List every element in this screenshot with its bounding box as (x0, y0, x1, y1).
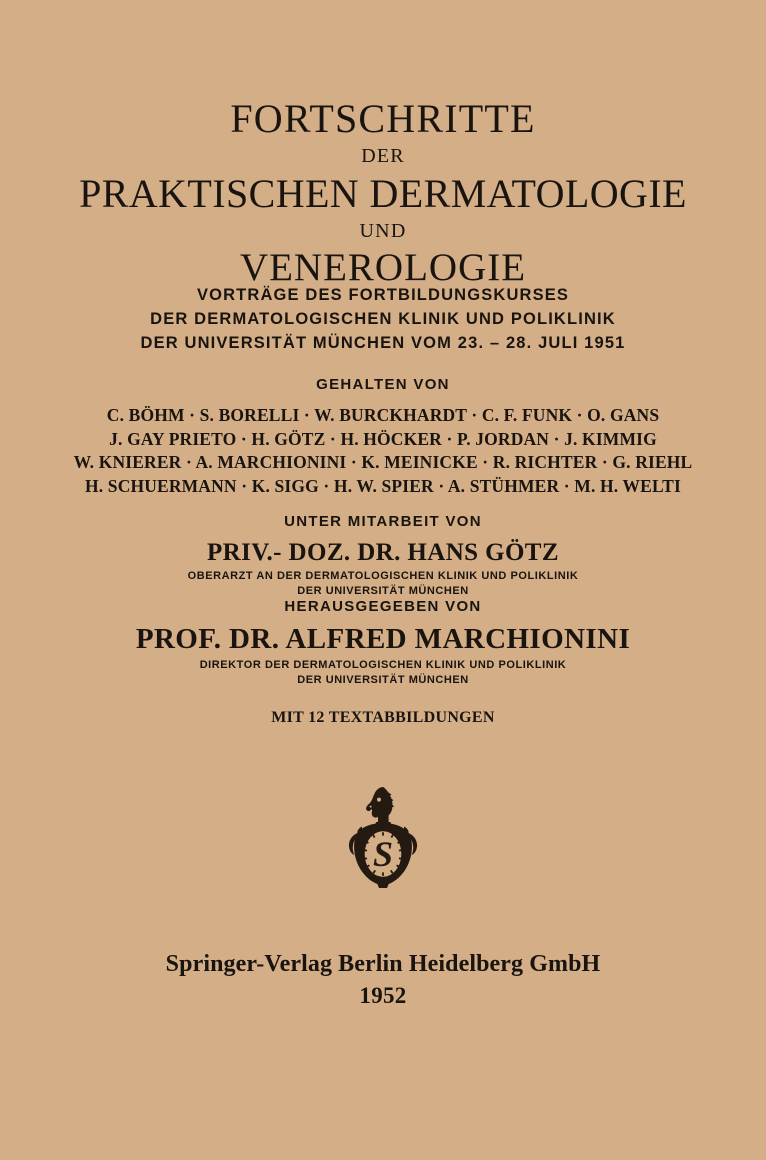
title-block (0, 96, 766, 291)
subtitle-line-1: VORTRÄGE DES FORTBILDUNGSKURSES (196, 286, 570, 304)
editor-affiliation-line-1: DIREKTOR DER DERMATOLOGISCHEN KLINIK UND POLIKLINIK (199, 659, 567, 671)
footer-block (0, 949, 766, 1010)
subtitle-line-2: DER DERMATOLOGISCHEN KLINIK UND POLIKLINIK (150, 310, 616, 328)
collaborator-heading: UNTER MITARBEIT VON (284, 513, 482, 530)
subtitle-block (0, 283, 766, 355)
collaborator-block (0, 511, 766, 598)
subtitle-line-3: DER UNIVERSITÄT MÜNCHEN VOM 23. – 28. JULI 1951 (140, 334, 626, 352)
publisher-logo (0, 782, 766, 890)
title-line-venerologie: VENEROLOGIE (239, 246, 527, 289)
contributor-line: W. KNIERER · A. MARCHIONINI · K. MEINICKE · R. RICHTER · G. RIEHL (73, 452, 693, 472)
title-line-fortschritte: FORTSCHRITTE (230, 96, 536, 141)
publisher-name: Springer-Verlag Berlin Heidelberg GmbH (165, 951, 601, 977)
title-line-der: DER (361, 145, 405, 167)
contributor-line: H. SCHUERMANN · K. SIGG · H. W. SPIER · A. STÜHMER · M. H. WELTI (85, 475, 681, 496)
contributor-line: J. GAY PRIETO · H. GÖTZ · H. HÖCKER · P. JORDAN · J. KIMMIG (109, 428, 657, 449)
springer-knight-shield-icon (346, 782, 420, 890)
logo-monogram: S (372, 834, 394, 874)
contributors-heading: GEHALTEN VON (316, 376, 450, 393)
illustrations-note: MIT 12 TEXTABBILDUNGEN (271, 709, 495, 726)
editor-affiliation-line-2: DER UNIVERSITÄT MÜNCHEN (297, 673, 469, 686)
collaborator-name: PRIV.- DOZ. DR. HANS GÖTZ (207, 539, 559, 566)
collaborator-affiliation-line-2: DER UNIVERSITÄT MÜNCHEN (297, 584, 469, 597)
editor-name: PROF. DR. ALFRED MARCHIONINI (135, 623, 631, 655)
contributors-list (0, 404, 766, 498)
editor-heading: HERAUSGEGEBEN VON (284, 598, 482, 615)
contributor-line: C. BÖHM · S. BORELLI · W. BURCKHARDT · C. F. FUNK · O. GANS (106, 405, 660, 425)
title-line-und: UND (359, 220, 407, 242)
title-line-praktischen-dermatologie: PRAKTISCHEN DERMATOLOGIE (79, 171, 687, 216)
editor-block (0, 596, 766, 687)
collaborator-affiliation-line-1: OBERARZT AN DER DERMATOLOGISCHEN KLINIK UND POLIKLINIK (187, 570, 579, 582)
publication-year: 1952 (359, 983, 407, 1008)
